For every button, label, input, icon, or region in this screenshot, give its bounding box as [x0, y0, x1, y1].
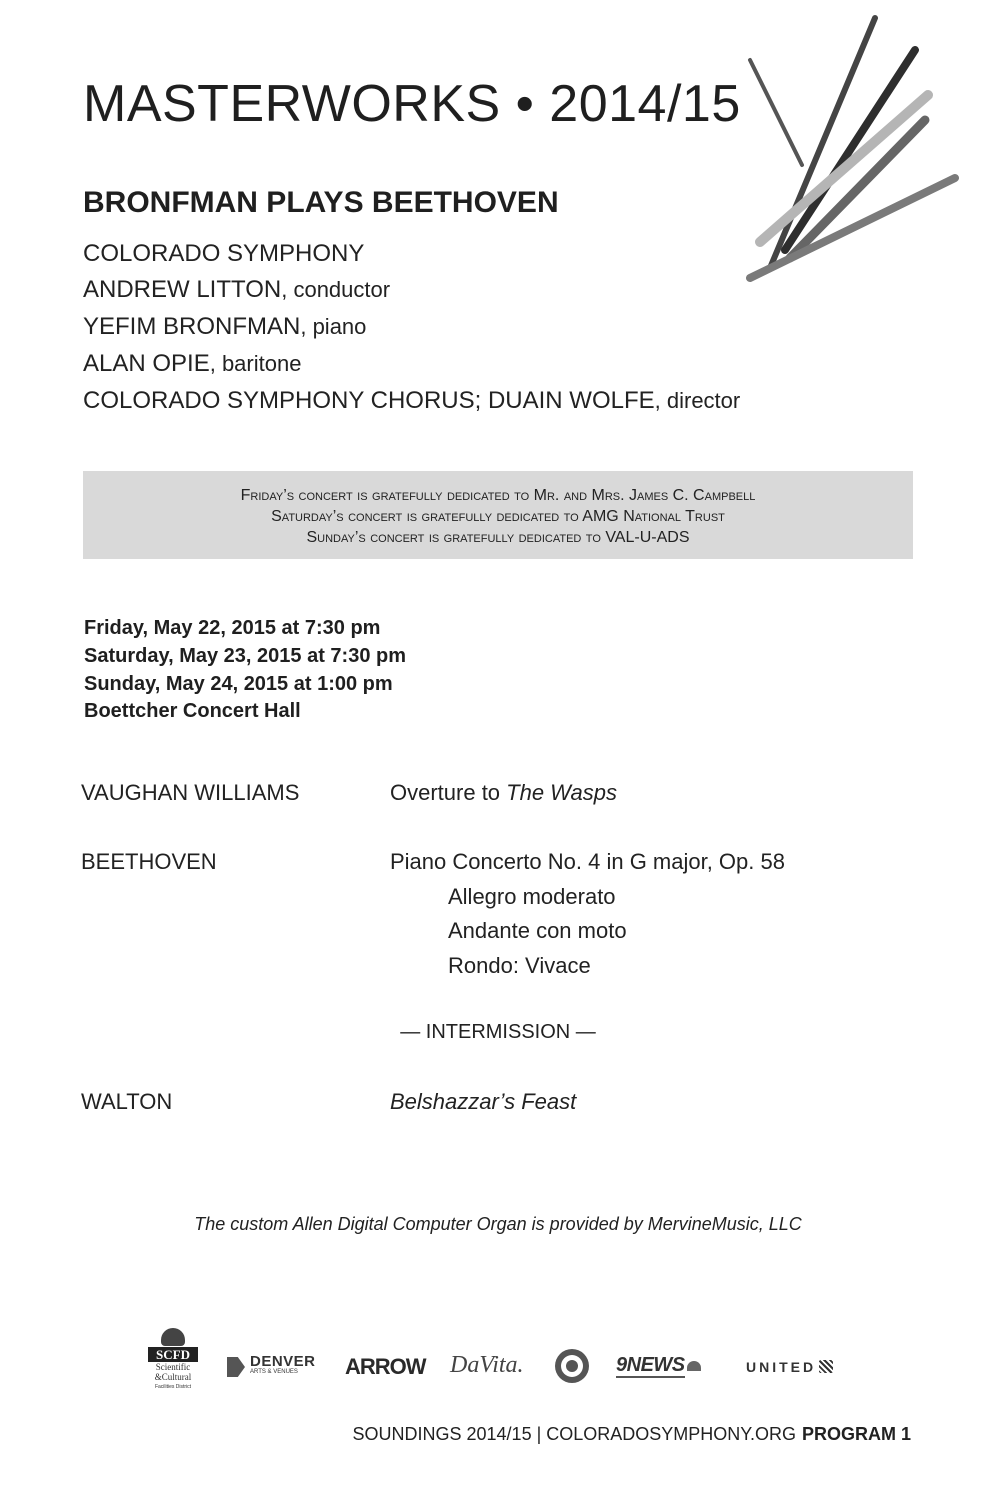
date-sunday: Sunday, May 24, 2015 at 1:00 pm	[84, 673, 393, 695]
performer-role: , piano	[300, 314, 367, 339]
denver-mark-icon	[227, 1357, 245, 1377]
work-belshazzar: Belshazzar’s Feast	[390, 1089, 577, 1114]
scfd-line2: &Cultural	[154, 1372, 192, 1382]
dedication-saturday: Saturday’s concert is gratefully dedicated to AMG National Trust	[271, 508, 725, 525]
united-globe-icon	[819, 1360, 833, 1373]
performer-name: ALAN OPIE	[83, 350, 210, 377]
9news-logo	[616, 1354, 701, 1377]
dedication-sunday: Sunday’s concert is gratefully dedicated to VAL-U-ADS	[306, 529, 690, 546]
united-text: UNITED	[746, 1359, 817, 1375]
performer-role: , baritone	[209, 351, 302, 376]
baton-burst-graphic	[740, 10, 970, 290]
scfd-line1: Scientific	[155, 1362, 191, 1372]
davita-logo: DaVita.	[450, 1352, 524, 1378]
composer-vaughan-williams: VAUGHAN WILLIAMS	[81, 780, 300, 805]
scfd-abbr: SCFD	[148, 1347, 198, 1362]
9news-text: 9NEWS	[616, 1354, 685, 1376]
composer-walton: WALTON	[81, 1089, 173, 1114]
performer-role: , director	[654, 388, 741, 413]
performer-role: , conductor	[281, 277, 391, 302]
concert-title: BRONFMAN PLAYS BEETHOVEN	[83, 186, 559, 219]
page-footer	[353, 1424, 912, 1445]
movement-1: Allegro moderato	[448, 884, 616, 909]
united-logo	[746, 1359, 833, 1377]
performer-conductor	[83, 276, 390, 304]
arrow-logo: ARROW	[345, 1354, 426, 1379]
work-piano-concerto: Piano Concerto No. 4 in G major, Op. 58	[390, 849, 785, 874]
dedication-friday: Friday’s concert is gratefully dedicated to Mr. and Mrs. James C. Campbell	[240, 487, 756, 504]
performer-baritone	[83, 350, 301, 378]
bear-icon	[161, 1328, 185, 1346]
dedication-box	[83, 471, 913, 559]
movement-2: Andante con moto	[448, 918, 627, 943]
denver-name: DENVER	[250, 1353, 316, 1370]
composer-beethoven: BEETHOVEN	[81, 849, 217, 874]
target-icon	[555, 1349, 589, 1383]
work-prefix: Overture to	[390, 780, 507, 805]
work-title: The Wasps	[506, 780, 618, 805]
performer-name: COLORADO SYMPHONY CHORUS; DUAIN WOLFE	[83, 387, 655, 414]
organ-note: The custom Allen Digital Computer Organ is provided by MervineMusic, LLC	[194, 1214, 802, 1234]
date-saturday: Saturday, May 23, 2015 at 7:30 pm	[84, 645, 407, 667]
footer-text: SOUNDINGS 2014/15 | COLORADOSYMPHONY.ORG	[352, 1424, 796, 1444]
date-friday: Friday, May 22, 2015 at 7:30 pm	[84, 617, 381, 639]
peacock-icon	[687, 1361, 701, 1371]
movement-3: Rondo: Vivace	[448, 953, 591, 978]
series-title: MASTERWORKS • 2014/15	[83, 75, 741, 133]
performer-name: ANDREW LITTON	[83, 276, 282, 303]
scfd-line3: Facilities District	[154, 1384, 192, 1390]
denver-sub: ARTS & VENUES	[250, 1369, 298, 1375]
performer-piano	[83, 313, 366, 341]
intermission: — INTERMISSION —	[400, 1021, 596, 1043]
performer-orchestra	[83, 240, 364, 268]
performer-name: YEFIM BRONFMAN	[83, 313, 301, 340]
denver-arts-logo	[227, 1353, 316, 1378]
venue: Boettcher Concert Hall	[84, 700, 301, 722]
work-wasps	[390, 780, 617, 806]
footer-program: PROGRAM 1	[801, 1424, 911, 1444]
performer-name: COLORADO SYMPHONY	[83, 240, 365, 267]
sponsor-logos	[0, 1320, 996, 1400]
scfd-logo	[148, 1328, 198, 1392]
performer-chorus	[83, 387, 740, 415]
